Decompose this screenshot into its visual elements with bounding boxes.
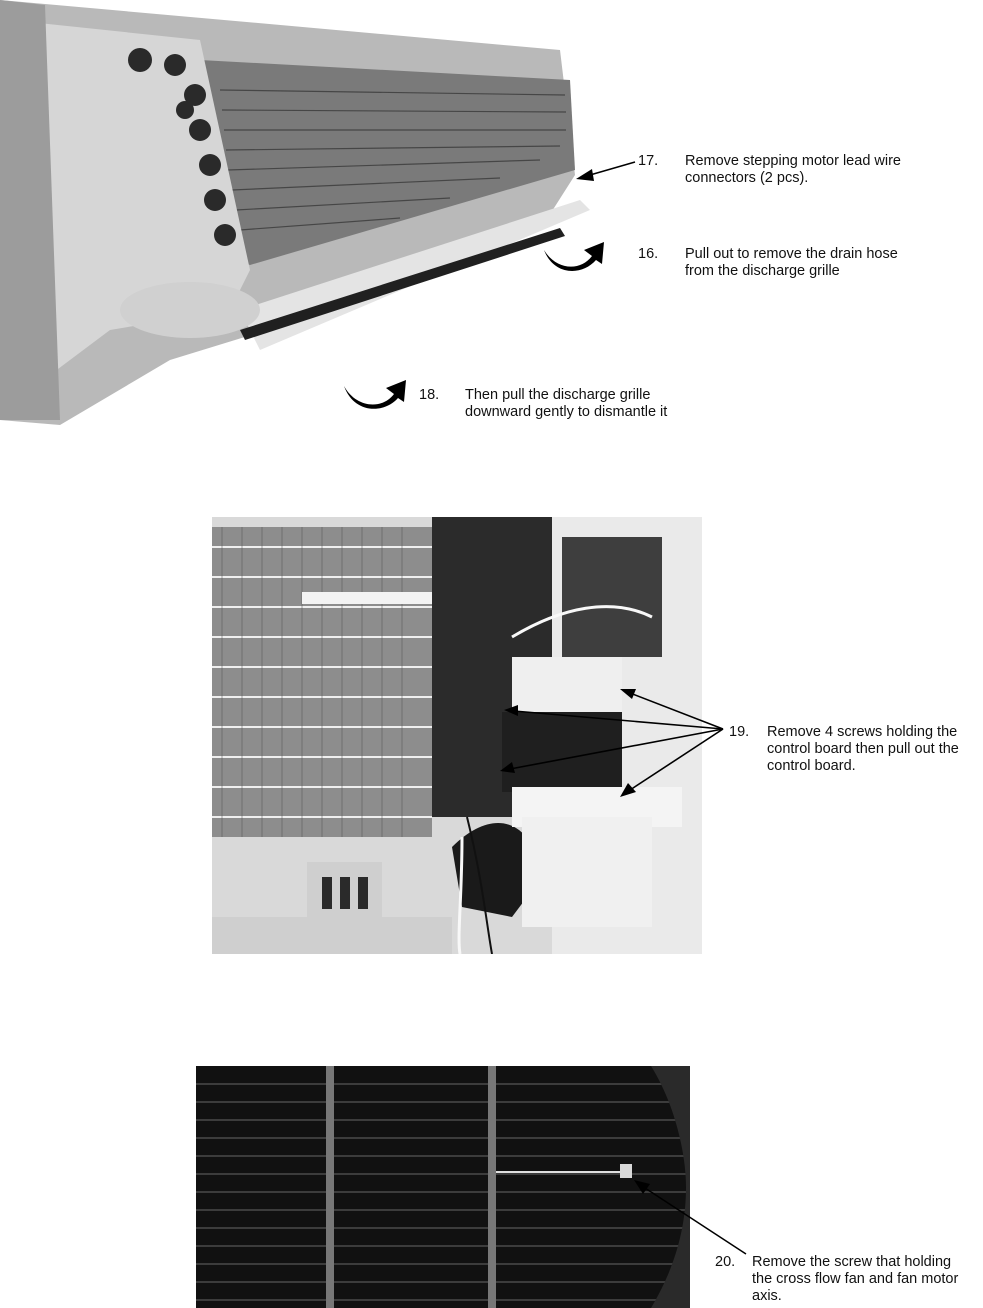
step-line: control board then pull out the (767, 741, 959, 757)
step-text (685, 246, 898, 280)
curved-arrow-icon (540, 236, 606, 276)
step-number: 19. (729, 724, 750, 740)
step-line: the cross flow fan and fan motor (752, 1271, 959, 1287)
step-number: 17. (638, 153, 659, 169)
photo-indoor-unit-discharge-grille (0, 0, 640, 430)
step-line: axis. (752, 1288, 782, 1304)
step-line: Remove the screw that holding (752, 1254, 952, 1270)
step-text (685, 153, 901, 187)
step-line: Pull out to remove the drain hose (685, 246, 898, 262)
step-line: Remove stepping motor lead wire (685, 153, 901, 169)
step-number: 16. (638, 246, 659, 262)
step-number: 20. (715, 1254, 736, 1270)
step-text (752, 1254, 958, 1305)
photo-cross-flow-fan (196, 1066, 690, 1308)
step-text (465, 387, 667, 421)
step-text (767, 724, 959, 775)
curved-arrow-icon (340, 372, 408, 414)
step-line: from the discharge grille (685, 263, 840, 279)
step-line: connectors (2 pcs). (685, 170, 809, 186)
step-number: 18. (419, 387, 440, 403)
step-line: control board. (767, 758, 856, 774)
step-line: Remove 4 screws holding the (767, 724, 958, 740)
photo-control-board (212, 517, 702, 954)
step-line: Then pull the discharge grille (465, 387, 651, 403)
step-line: downward gently to dismantle it (465, 404, 668, 420)
